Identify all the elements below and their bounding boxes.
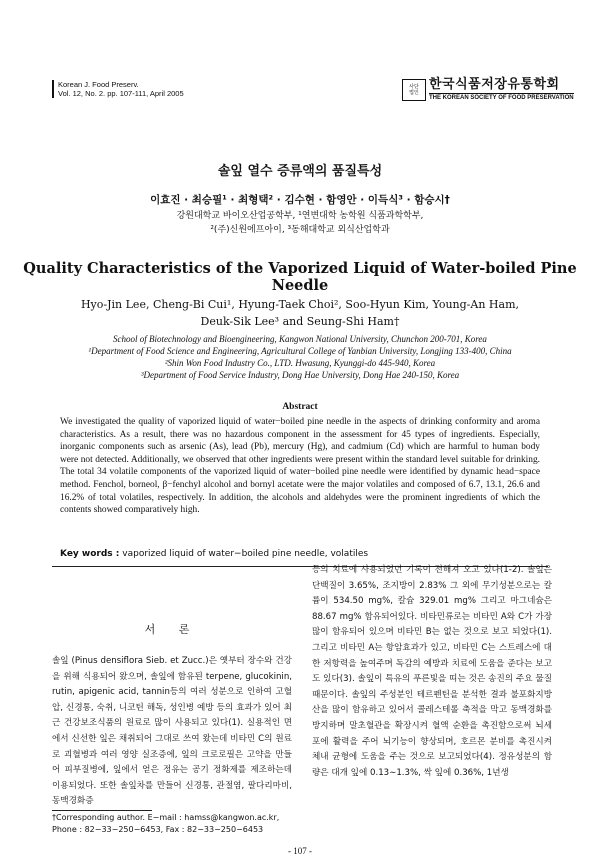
korean-affiliation-line1: 강원대학교 바이오산업공학부, ¹연변대학 농학원 식품과학학부, <box>176 211 424 221</box>
journal-name: Korean J. Food Preserv. <box>58 80 139 89</box>
keywords-text: vaporized liquid of water−boiled pine needle, volatiles <box>122 549 369 559</box>
keywords <box>60 549 368 559</box>
english-authors-line2: Deuk-Sik Lee³ and Seung-Shi Ham† <box>200 315 400 328</box>
korean-title: 솔잎 열수 증류액의 품질특성 <box>217 164 383 179</box>
society-name-korean: 한국식품저장유통학회 <box>429 77 560 92</box>
journal-citation <box>52 80 184 98</box>
english-title: Quality Characteristics of the Vaporized Liquid of Water-boiled Pine Needle <box>23 260 577 294</box>
keywords-label: Key words : <box>60 549 120 559</box>
english-affiliation: School of Biotechnology and Bioengineering, Kangwon National University, Chunchon 200-701, Korea <box>113 334 487 344</box>
english-authors-line1: Hyo-Jin Lee, Cheng-Bi Cui¹, Hyung-Taek Choi², Soo-Hyun Kim, Young-An Ham, <box>80 298 520 311</box>
society-name-english: THE KOREAN SOCIETY OF FOOD PRESERVATION <box>429 95 574 101</box>
english-affiliation: ²Shin Won Food Industry Co., LTD. Hwasung, Kyunggi-do 445-940, Korea <box>164 358 436 368</box>
footnote-line2: Phone : 82−33−250−6453, Fax : 82−33−250−6453 <box>52 825 264 834</box>
page-number: - 107 - <box>288 846 312 856</box>
abstract-heading: Abstract <box>282 402 318 412</box>
society-emblem-icon: 사단 법인 <box>402 79 426 101</box>
abstract-body: We investigated the quality of vaporized liquid of water−boiled pine needle in the aspects of drinking conformity and aroma characteristics. As a result, there was no hazardous component in the assessment for 45 types of ingredients. Especially, inorganic components such as arsenic (As), lead (Pb), mercury (Hg), and cadmium (Cd) which are harmful to human body were not detected. Additionally, we observed that other ingredients were present within the standard level suitable for drinking. The total 34 volatile components of the vaporized liquid of water−boiled pine needle were identified by dynamic head−space method. Fenchol, borneol, β−fenchyl alcohol and bornyl acetate were the major volatiles and composed of 6.7, 13.1, 26.6 and 16.2% of total volatiles, respectively. In addition, the alcohols and aldehydes were the prominent ingredients of which the contents showed comparatively high. <box>60 417 540 516</box>
korean-affiliation-line2: ²(주)신원에프아이, ³동해대학교 외식산업학과 <box>210 225 390 235</box>
korean-authors: 이효진 · 최승필¹ · 최형택² · 김수현 · 함영안 · 이득식³ · 함승시† <box>150 194 450 206</box>
introduction-right-column: 등의 치료에 사용되었던 기록이 전해져 오고 있다(1-2). 솔잎은 단백질이 3.65%, 조지방이 2.83% 그 외에 무기성분으로는 칼륨이 534.50 mg%, 칼슘 329.01 mg% 그리고 마그네슘은 88.67 mg% 함유되어있다. 비타민류로는 비타민 A와 C가 가장 많이 함유되어 있으며 비타민 B는 없는 것으로 보고 되었다(1). 그리고 비타민 A는 항암효과가 있고, 비타민 C는 스트레스에 대한 저항력을 높여주며 독감의 예방과 치료에 도움을 준다는 보고도 있다(3). 솔잎이 특유의 푸른빛을 띠는 것은 송진의 주요 물질 때문이다. 솔잎의 주성분인 테르펜틴을 분석한 결과 불포화지방산을 많이 함유하고 있어서 콜레스테롤 축적을 막고 동맥경화를 방지하며 말초혈관을 확장시켜 혈액 순환을 촉진함으로써 뇌세포에 활력을 주어 뇌기능이 향상되며, 호르몬 분비를 촉진시켜 체내 균형에 도움을 주는 것으로 보고되었다(4). 정유성분의 함량은 대개 잎에 0.13∼1.3%, 싹 잎에 0.36%, 1년생 <box>312 565 552 778</box>
footnote-line1: †Corresponding author. E−mail : hamss@kangwon.ac.kr, <box>52 813 280 822</box>
journal-volume: Vol. 12, No. 2. pp. 107-111, April 2005 <box>58 89 184 98</box>
english-affiliation: ¹Department of Food Science and Engineering, Agricultural College of Yanbian University, Longjing 133-400, China <box>88 346 512 356</box>
corresponding-author-footnote <box>52 812 292 836</box>
society-logo <box>402 78 574 102</box>
introduction-left-column: 솔잎 (Pinus densiflora Sieb. et Zucc.)은 옛부터 장수와 건강을 위해 식용되어 왔으며, 솔잎에 함유된 terpene, glucokinin, rutin, apigenic acid, tannin등의 여러 성분으로 인하여 고혈압, 신경통, 숙취, 니코틴 해독, 성인병 예방 등의 효과가 있어 최근 건강보조식품의 원료로 많이 사용되고 있다(1). 실용적인 면에서 신선한 잎은 채취되어 그대로 쓰여 왔는데 비타민 C의 원료로 괴혈병과 여러 영양 실조증에, 잎의 크로로필은 고약을 만들어 피부질병에, 잎에서 얻은 정유는 공기 정화제를 제조하는데 이용되었다. 또한 솔잎차를 만들어 신경통, 관절염, 팔다리마비, 동맥경화증 <box>52 656 292 807</box>
footnote-rule <box>52 810 152 811</box>
english-affiliation: ³Department of Food Service Industry, Dong Hae University, Dong Hae 240-150, Korea <box>140 370 460 380</box>
introduction-heading: 서 론 <box>144 623 200 636</box>
